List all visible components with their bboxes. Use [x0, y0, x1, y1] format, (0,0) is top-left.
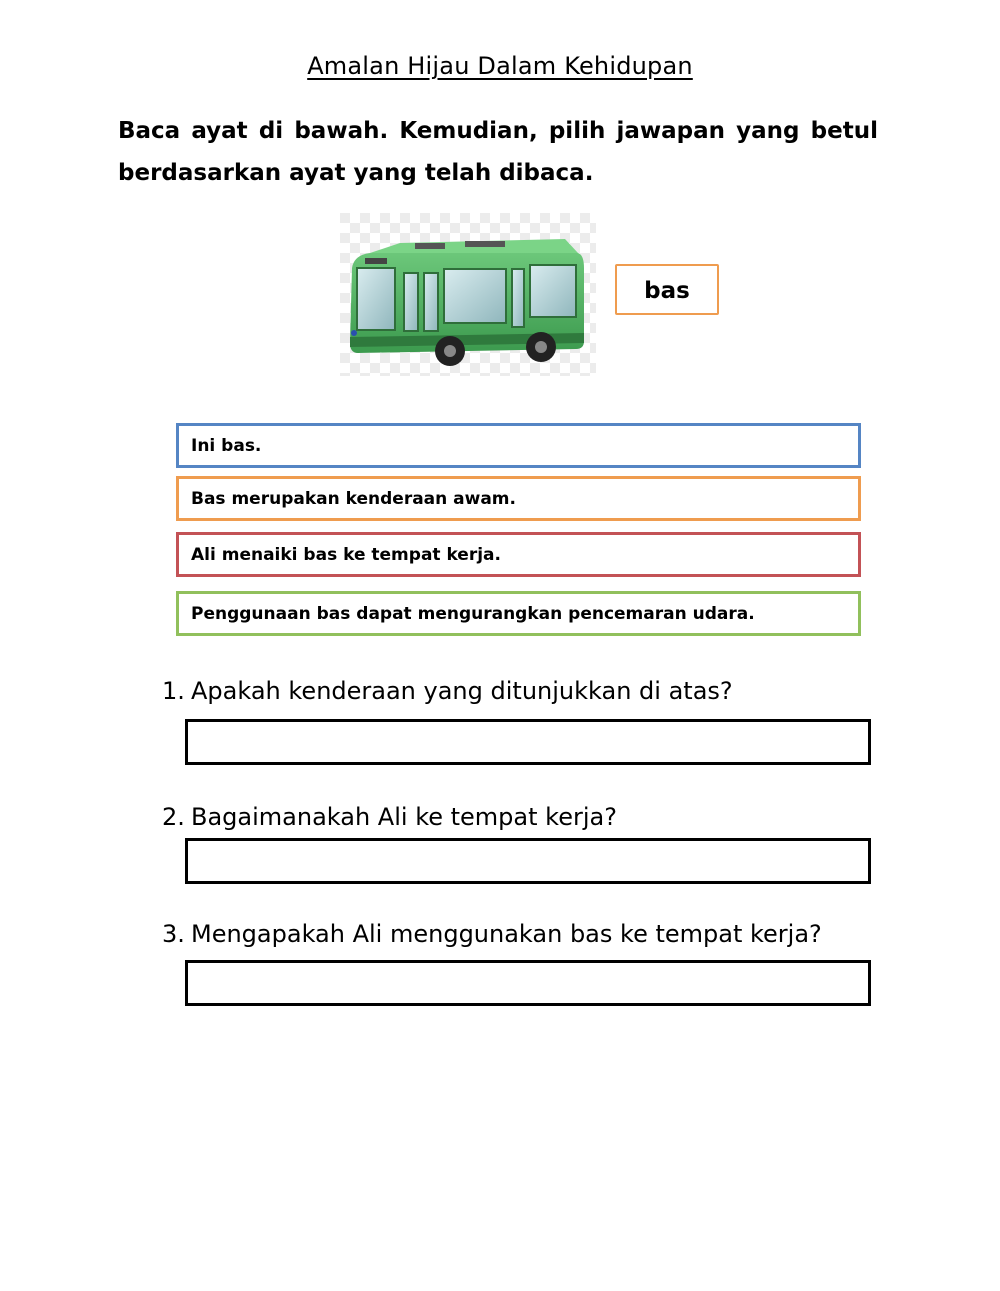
answer-field-3[interactable]: [185, 960, 871, 1006]
question-number: 1.: [162, 677, 185, 705]
question-2: [162, 803, 617, 831]
question-text: Apakah kenderaan yang ditunjukkan di atas?: [191, 677, 733, 705]
question-number: 2.: [162, 803, 185, 831]
question-1: [162, 677, 733, 705]
question-number: 3.: [162, 920, 185, 948]
answer-field-2[interactable]: [185, 838, 871, 884]
question-text: Mengapakah Ali menggunakan bas ke tempat kerja?: [191, 920, 822, 948]
sentence-option-1[interactable]: Ini bas.: [176, 423, 861, 468]
page-title: Amalan Hijau Dalam Kehidupan: [307, 52, 693, 80]
sentence-option-4[interactable]: Penggunaan bas dapat mengurangkan pencemaran udara.: [176, 591, 861, 636]
question-3: [162, 920, 822, 948]
question-text: Bagaimanakah Ali ke tempat kerja?: [191, 803, 617, 831]
word-label-box: bas: [615, 264, 719, 315]
sentence-option-3[interactable]: Ali menaiki bas ke tempat kerja.: [176, 532, 861, 577]
bus-image: [340, 213, 596, 376]
sentence-option-2[interactable]: Bas merupakan kenderaan awam.: [176, 476, 861, 521]
answer-field-1[interactable]: [185, 719, 871, 765]
instructions: Baca ayat di bawah. Kemudian, pilih jawapan yang betul berdasarkan ayat yang telah dibaca.: [118, 118, 878, 186]
